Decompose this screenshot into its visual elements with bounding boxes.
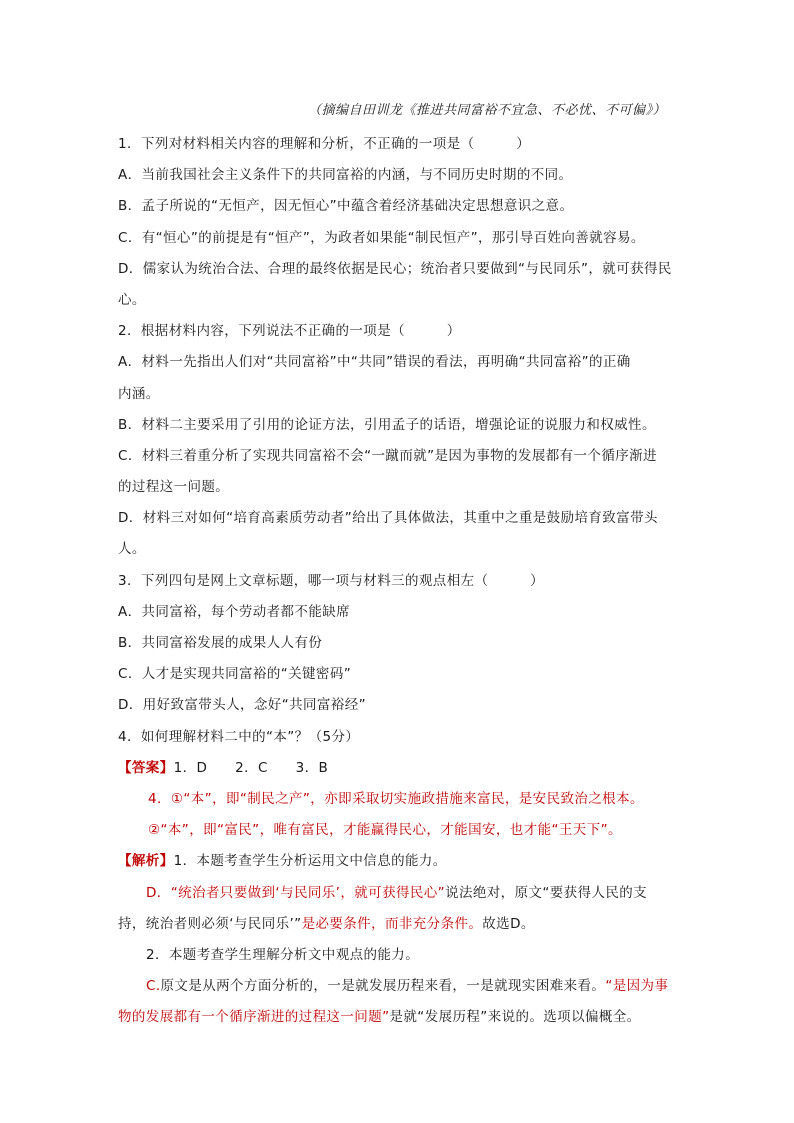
answer-choices: 1．D 2．C 3．B — [173, 759, 329, 776]
q3-option-c: C．人才是实现共同富裕的“关键密码” — [118, 666, 352, 683]
analysis-d-text: 说法绝对，原文“要获得人民的支 — [445, 884, 648, 901]
q3-stem: 3．下列四句是网上文章标题，哪一项与材料三的观点相左（ ） — [118, 572, 544, 589]
analysis-d2-text: 持，统治者则必须‘与民同乐’” — [118, 915, 302, 932]
q4-stem: 4．如何理解材料二中的“本”？（5分） — [118, 728, 360, 745]
analysis-c-line1 — [118, 971, 678, 1002]
q3-option-a: A．共同富裕，每个劳动者都不能缺席 — [118, 603, 351, 620]
q2-option-c-line2: 的过程这一问题。 — [118, 479, 230, 496]
q2-option-a-line1: A．材料一先指出人们对“共同富裕”中“共同”错误的看法，再明确“共同富裕”的正确 — [118, 354, 631, 371]
analysis-d-line2 — [118, 909, 678, 940]
answer-q4-line2: ②“本”，即“富民”，唯有富民，才能赢得民心，才能国安，也才能“王天下”。 — [148, 822, 622, 839]
q1-option-b: B．孟子所说的“无恒产，因无恒心”中蕴含着经济基础决定思想意识之意。 — [118, 198, 574, 215]
q2-option-b: B．材料二主要采用了引用的论证方法，引用孟子的话语，增强论证的说服力和权威性。 — [118, 416, 656, 433]
analysis-c-quote-start: “是因为事 — [605, 978, 669, 995]
q2-stem: 2．根据材料内容，下列说法不正确的一项是（ ） — [118, 323, 461, 340]
q1-option-d-line1: D．儒家认为统治合法、合理的最终依据是民心；统治者只要做到“与民同乐”，就可获得民 — [118, 260, 672, 277]
q3-option-b: B．共同富裕发展的成果人人有份 — [118, 635, 323, 651]
analysis-c-text: 原文是从两个方面分析的，一是就发展历程来看，一是就现实困难来看。 — [160, 978, 606, 995]
answer-choices-line — [118, 753, 678, 784]
q2-option-d-line2: 人。 — [118, 541, 146, 558]
analysis-d-quote: D．“统治者只要做到‘与民同乐’，就可获得民心” — [146, 884, 446, 901]
source-citation: （摘编自田训龙《推进共同富裕不宜急、不必忧、不可偏》） — [308, 103, 667, 118]
q2-option-c-line1: C．材料三着重分析了实现共同富裕不会“一蹴而就”是因为事物的发展都有一个循序渐进 — [118, 447, 657, 464]
q3-option-d: D．用好致富带头人，念好“共同富裕经” — [118, 697, 366, 714]
analysis-c-line2 — [118, 1002, 678, 1033]
answer-q4-line1: 4．①“本”，即“制民之产”，亦即采取切实施政措施来富民，是安民致治之根本。 — [148, 790, 644, 807]
analysis-p1: 1．本题考查学生分析运用文中信息的能力。 — [173, 853, 447, 870]
q1-option-d-line2: 心。 — [118, 291, 146, 308]
analysis-d2-red: 是必要条件，而非充分条件。 — [301, 915, 483, 932]
q2-option-a-line2: 内涵。 — [118, 385, 160, 402]
analysis-d-line1 — [118, 878, 678, 909]
analysis-c-quote-end: 物的发展都有一个循序渐进的过程这一问题” — [118, 1009, 390, 1026]
q1-option-c: C．有“恒心”的前提是有“恒产”，为政者如果能“制民恒产”，那引导百姓向善就容易。 — [118, 229, 645, 246]
q2-option-d-line1: D．材料三对如何“培育高素质劳动者”给出了具体做法，其重中之重是鼓励培育致富带头 — [118, 510, 658, 527]
answer-label: 【答案】 — [118, 759, 174, 776]
analysis-p2: 2．本题考查学生理解分析文中观点的能力。 — [146, 946, 420, 963]
analysis-c-label: C. — [146, 978, 161, 995]
analysis-line1 — [118, 846, 678, 877]
q1-stem: 1．下列对材料相关内容的理解和分析，不正确的一项是（ ） — [118, 136, 531, 152]
analysis-c2-text: 是就“发展历程”来说的。选项以偏概全。 — [389, 1009, 641, 1026]
question-content — [118, 129, 678, 1033]
q1-option-a: A．当前我国社会主义条件下的共同富裕的内涵，与不同历史时期的不同。 — [118, 167, 573, 184]
analysis-label: 【解析】 — [118, 853, 174, 870]
analysis-d2-end: 故选D。 — [482, 915, 535, 932]
